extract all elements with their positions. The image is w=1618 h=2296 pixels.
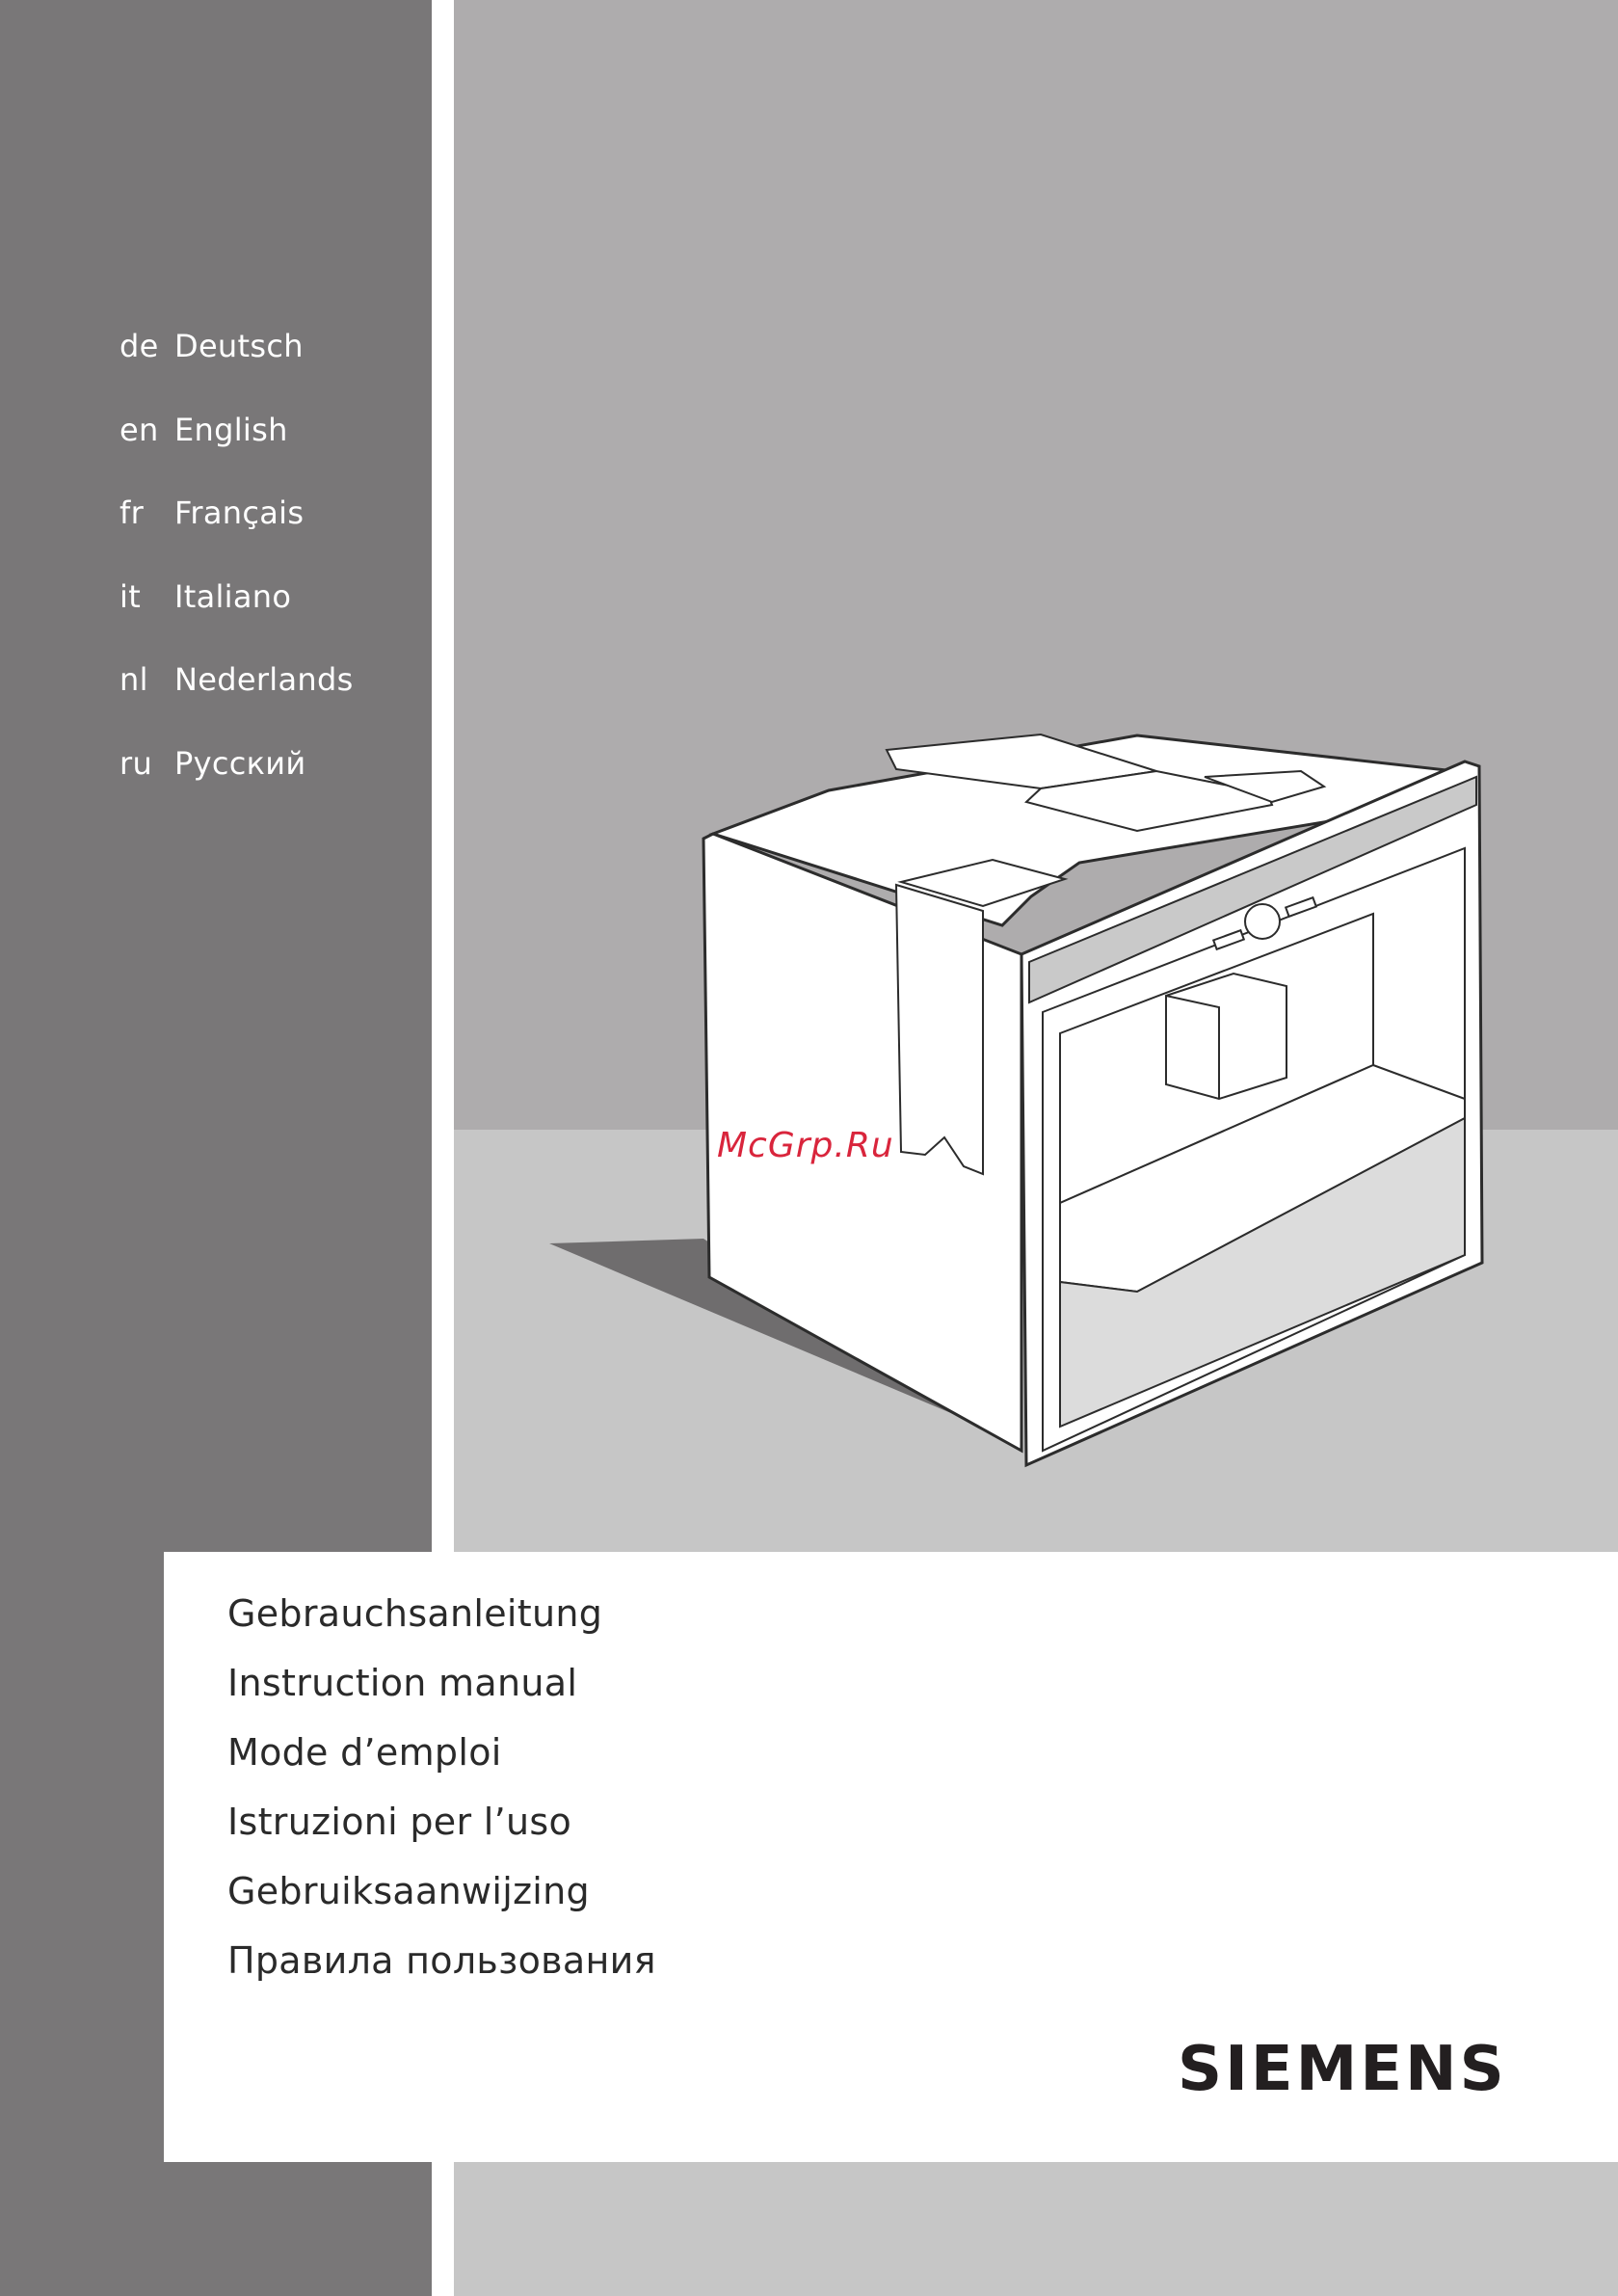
language-code: de — [119, 328, 159, 364]
language-code: it — [119, 577, 142, 615]
language-item — [119, 494, 354, 578]
language-item — [119, 412, 354, 495]
manual-title: Gebrauchsanleitung — [227, 1592, 603, 1635]
manual-title: Правила пользования — [227, 1939, 656, 1982]
watermark-text: McGrp.Ru — [717, 1126, 894, 1165]
brand-logo: SIEMENS — [1178, 2034, 1507, 2105]
language-name: Français — [174, 494, 305, 531]
language-item — [119, 578, 354, 662]
language-code: fr — [119, 494, 145, 531]
language-item — [119, 745, 354, 829]
language-code: en — [119, 411, 159, 448]
language-list — [119, 328, 354, 828]
language-code: nl — [119, 661, 148, 698]
manual-title: Gebruiksaanwijzing — [227, 1870, 590, 1912]
language-name: English — [174, 411, 288, 448]
manual-title: Istruzioni per l’uso — [227, 1801, 572, 1843]
bottom-strip — [454, 2162, 1618, 2296]
language-code: ru — [119, 744, 153, 782]
language-item — [119, 661, 354, 745]
language-name: Deutsch — [174, 328, 304, 364]
coffee-machine-illustration — [540, 713, 1523, 1504]
language-name: Italiano — [174, 577, 292, 615]
manual-title-list — [227, 1592, 656, 2009]
language-item — [119, 328, 354, 412]
language-name: Русский — [174, 744, 306, 782]
language-name: Nederlands — [174, 661, 354, 698]
manual-title: Mode d’emploi — [227, 1731, 502, 1774]
title-panel-bar — [119, 1552, 164, 2162]
manual-title: Instruction manual — [227, 1662, 578, 1704]
